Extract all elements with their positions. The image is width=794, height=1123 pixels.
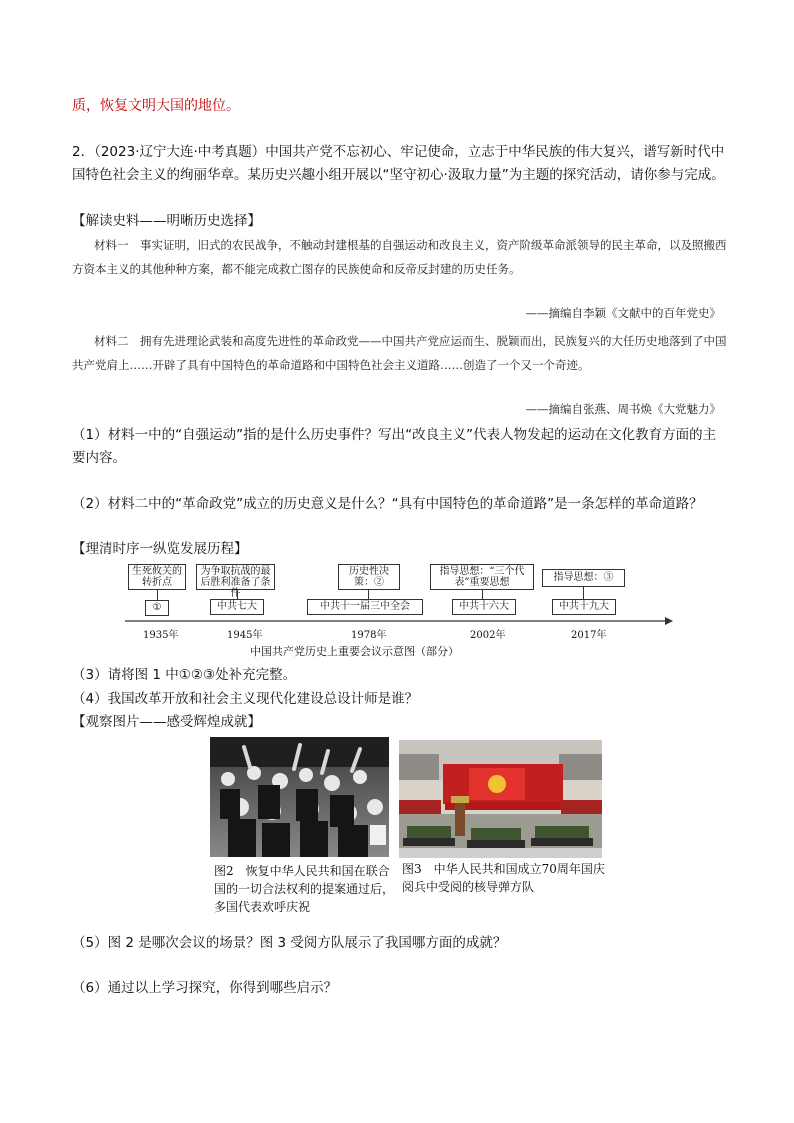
timeline-event-2: 中共七大 [210, 599, 264, 615]
timeline-label-4: 指导思想：“三个代表”重要思想 [430, 564, 534, 590]
timeline-caption: 中国共产党历史上重要会议示意图（部分） [250, 645, 459, 658]
timeline-event-1: ① [145, 600, 169, 616]
figure-3-caption: 图3 中华人民共和国成立70周年国庆阅兵中受阅的核导弹方队 [402, 862, 605, 894]
figure-3-photo [399, 740, 602, 858]
question-stem: 2．（2023·辽宁大连·中考真题）中国共产党不忘初心、牢记使命，立志于中华民族的伟大复兴，谱写新时代中国特色社会主义的绚丽华章。某历史兴趣小组开展以“坚守初心·汲取力量”为主题的探究活动，请你参与完成。 [72, 144, 725, 183]
timeline-label-5: 指导思想：③ [542, 569, 625, 587]
question-5: （5）图 2 是哪次会议的场景？图 3 受阅方队展示了我国哪方面的成就？ [72, 935, 507, 951]
section-heading-3: 【观察图片——感受辉煌成就】 [72, 714, 261, 730]
section-heading-2: 【理清时序一纵览发展历程】 [72, 541, 248, 557]
timeline-event-5: 中共十九大 [552, 599, 616, 615]
connector-line [157, 590, 158, 600]
timeline-label-2: 为争取抗战的最后胜利准备了条件 [196, 564, 275, 590]
question-6: （6）通过以上学习探究，你得到哪些启示？ [72, 980, 338, 996]
year-label: 1945年 [227, 630, 263, 641]
material-2: 材料二 拥有先进理论武装和高度先进性的革命政党——中国共产党应运而生、脱颖而出，民族复兴的大任历史地落到了中国共产党肩上……开辟了具有中国特色的革命道路和中国特色社会主义道路……创造了一个又一个奇迹。 [72, 334, 727, 372]
question-1: （1）材料一中的“自强运动”指的是什么历史事件？写出“改良主义”代表人物发起的运动在文化教育方面的主要内容。 [72, 427, 717, 466]
question-3: （3）请将图 1 中①②③处补充完整。 [72, 667, 297, 683]
year-label: 1978年 [351, 630, 387, 641]
timeline-label-1: 生死攸关的转折点 [128, 564, 186, 590]
timeline-axis [125, 616, 675, 626]
timeline-label-3: 历史性决策：② [338, 564, 400, 590]
timeline-event-4: 中共十六大 [452, 599, 516, 615]
year-label: 1935年 [143, 630, 179, 641]
figure-2-photo [210, 737, 389, 857]
year-label: 2017年 [571, 630, 607, 641]
section-heading-1: 【解读史料——明晰历史选择】 [72, 213, 261, 229]
question-2: （2）材料二中的“革命政党”成立的历史意义是什么？“具有中国特色的革命道路”是一条怎样的革命道路？ [72, 496, 703, 512]
material-1-source: ——摘编自李颖《文献中的百年党史》 [525, 306, 721, 320]
figure-2-caption: 图2 恢复中华人民共和国在联合国的一切合法权利的提案通过后，多国代表欢呼庆祝 [214, 864, 395, 914]
year-label: 2002年 [470, 630, 506, 641]
previous-answer-tail: 质，恢复文明大国的地位。 [72, 98, 240, 114]
material-1: 材料一 事实证明，旧式的农民战争，不触动封建根基的自强运动和改良主义，资产阶级革命派领导的民主革命，以及照搬西方资本主义的其他种种方案，都不能完成救亡图存的民族使命和反帝反封建的历史任务。 [72, 238, 727, 276]
timeline-event-3: 中共十一届三中全会 [307, 599, 423, 615]
material-2-source: ——摘编自张燕、周书焕《大党魅力》 [525, 402, 721, 416]
question-4: （4）我国改革开放和社会主义现代化建设总设计师是谁？ [72, 691, 419, 707]
